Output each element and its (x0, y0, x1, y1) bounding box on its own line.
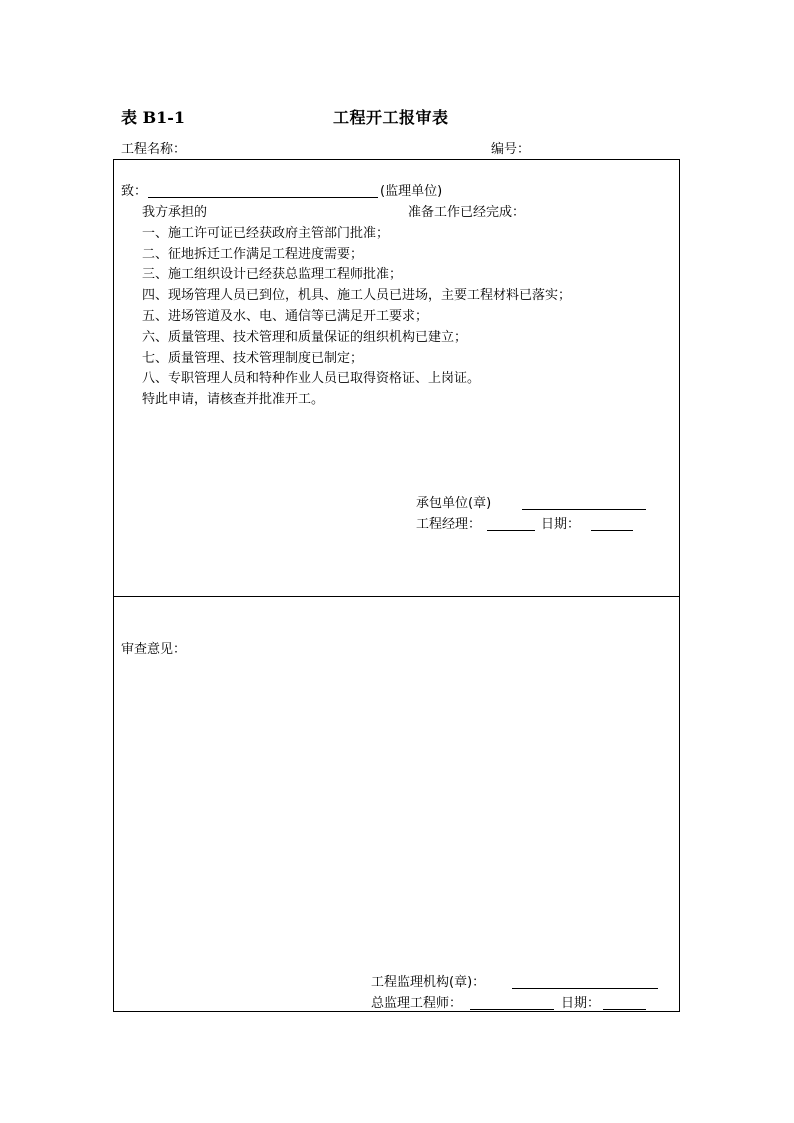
closing-statement: 特此申请，请核查并批准开工。 (142, 392, 325, 407)
list-item: 五、进场管道及水、电、通信等已满足开工要求； (142, 309, 429, 324)
list-item: 二、征地拆迁工作满足工程进度需要； (142, 247, 364, 262)
supervision-unit-suffix: (监理单位) (380, 184, 443, 199)
list-item: 七、质量管理、技术管理制度已制定； (142, 351, 364, 366)
form-id: 表 B1-1 (121, 108, 186, 127)
section-divider (113, 596, 680, 597)
contractor-label: 承包单位(章) (416, 496, 492, 511)
agency-seal-blank[interactable] (512, 988, 658, 989)
contractor-date-blank[interactable] (591, 530, 633, 531)
contractor-seal-blank[interactable] (522, 509, 646, 510)
contractor-date-label: 日期： (541, 517, 581, 532)
form-title: 工程开工报审表 (333, 108, 449, 127)
chief-engineer-blank[interactable] (470, 1009, 554, 1010)
supervision-unit-blank[interactable] (148, 197, 378, 198)
form-box (113, 159, 680, 1012)
intro-left: 我方承担的 (142, 205, 208, 220)
serial-number-label: 编号： (491, 142, 531, 157)
list-item: 四、现场管理人员已到位，机具、施工人员已进场，主要工程材料已落实； (142, 288, 572, 303)
review-opinion-label: 审查意见： (121, 642, 187, 657)
list-item: 一、施工许可证已经获政府主管部门批准； (142, 226, 390, 241)
to-label: 致： (121, 184, 148, 199)
agency-label: 工程监理机构(章)： (371, 975, 486, 990)
review-date-blank[interactable] (603, 1009, 646, 1010)
list-item: 六、质量管理、技术管理和质量保证的组织机构已建立； (142, 330, 468, 345)
chief-engineer-label: 总监理工程师： (371, 996, 463, 1011)
manager-label: 工程经理： (416, 517, 482, 532)
manager-blank[interactable] (487, 530, 535, 531)
list-item: 三、施工组织设计已经获总监理工程师批准； (142, 267, 403, 282)
review-date-label: 日期： (561, 996, 601, 1011)
list-item: 八、专职管理人员和特种作业人员已取得资格证、上岗证。 (142, 371, 481, 386)
project-name-label: 工程名称： (121, 142, 187, 157)
intro-right: 准备工作已经完成： (408, 205, 526, 220)
